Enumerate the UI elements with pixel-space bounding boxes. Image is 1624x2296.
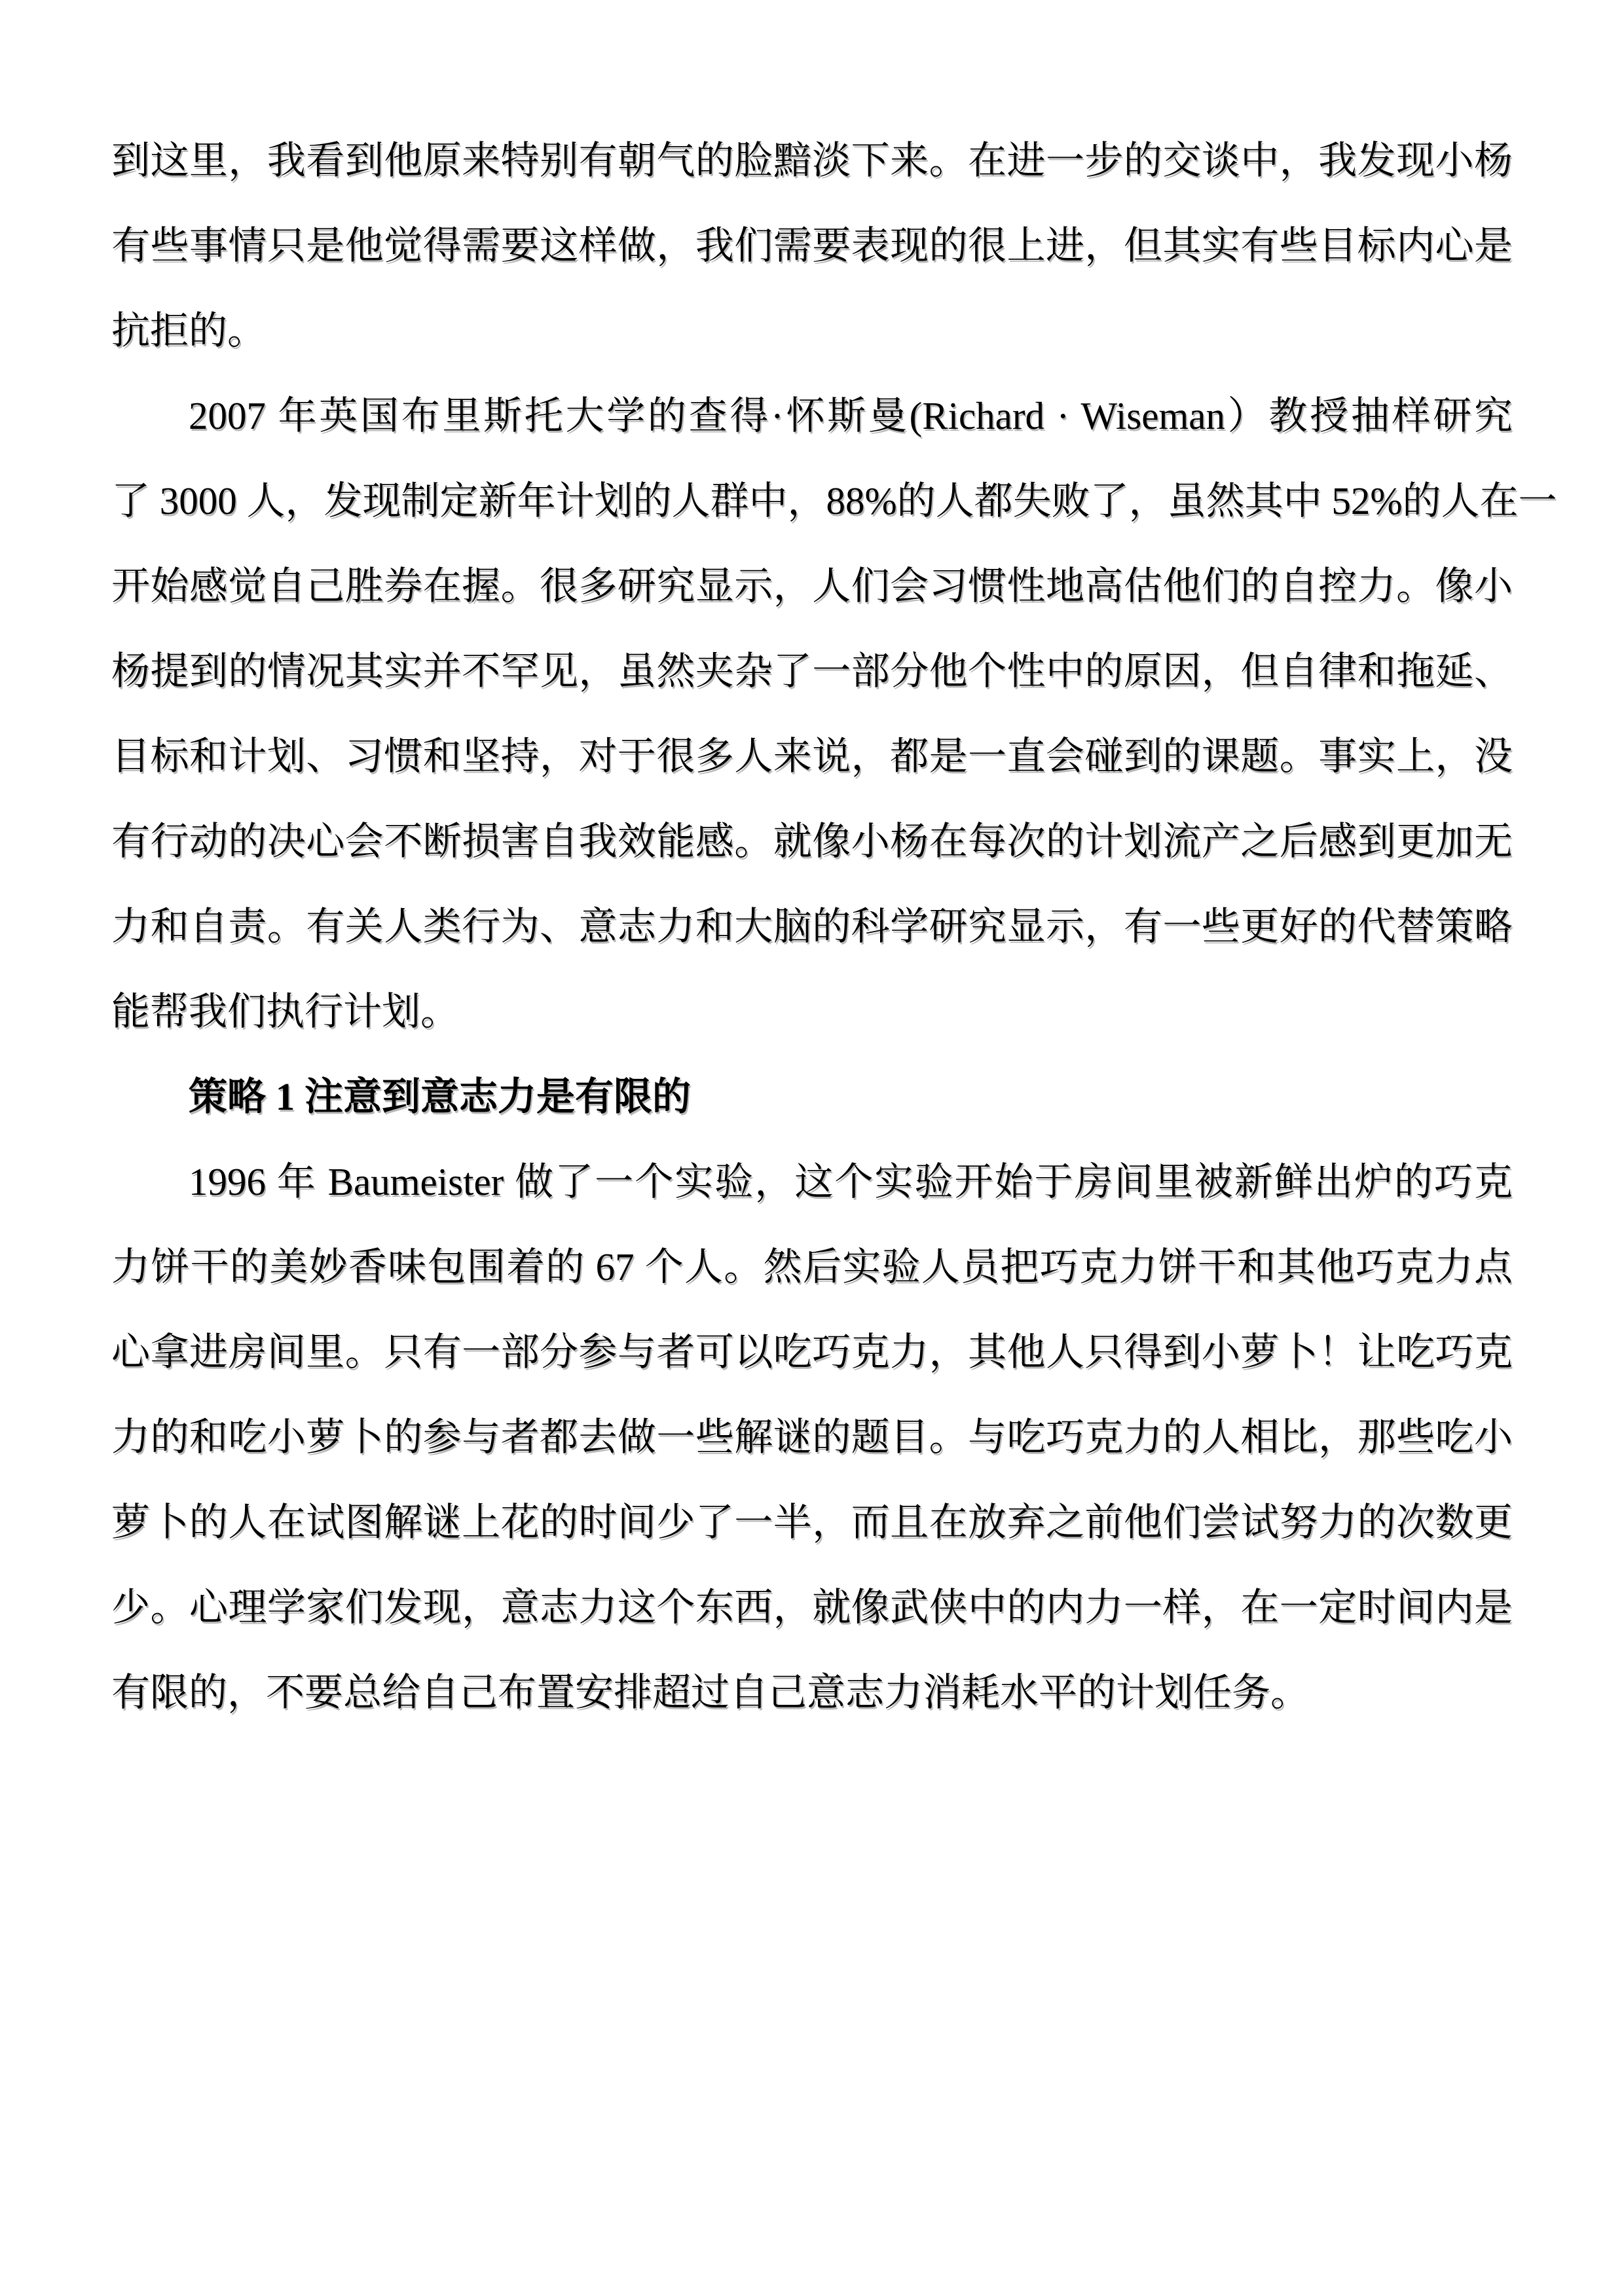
paragraph <box>111 1054 1513 1139</box>
text-line: 到这里，我看到他原来特别有朝气的脸黯淡下来。在进一步的交谈中，我发现小杨 <box>111 139 1513 182</box>
text-line: 心拿进房间里。只有一部分参与者可以吃巧克力，其他人只得到小萝卜！让吃巧克 <box>111 1330 1513 1374</box>
text-line: 2007 年英国布里斯托大学的查得·怀斯曼(Richard · Wiseman）教授抽样研究 <box>189 394 1513 437</box>
text-line: 能帮我们执行计划。 <box>111 990 460 1033</box>
text-line: 有行动的决心会不断损害自我效能感。就像小杨在每次的计划流产之后感到更加无 <box>111 820 1513 863</box>
paragraph <box>111 1139 1513 1735</box>
text-line: 力饼干的美妙香味包围着的 67 个人。然后实验人员把巧克力饼干和其他巧克力点 <box>111 1245 1513 1288</box>
paragraph <box>111 373 1557 1054</box>
text-line: 杨提到的情况其实并不罕见，虽然夹杂了一部分他个性中的原因，但自律和拖延、 <box>111 649 1513 693</box>
text-line: 开始感觉自己胜券在握。很多研究显示，人们会习惯性地高估他们的自控力。像小 <box>111 564 1513 608</box>
document-body <box>111 118 1557 1735</box>
text-line: 目标和计划、习惯和坚持，对于很多人来说，都是一直会碰到的课题。事实上，没 <box>111 735 1513 778</box>
section-heading: 策略 1 注意到意志力是有限的 <box>189 1075 692 1118</box>
text-line: 少。心理学家们发现，意志力这个东西，就像武侠中的内力一样，在一定时间内是 <box>111 1586 1513 1629</box>
text-line: 萝卜的人在试图解谜上花的时间少了一半，而且在放弃之前他们尝试努力的次数更 <box>111 1501 1513 1544</box>
text-line: 有限的，不要总给自己布置安排超过自己意志力消耗水平的计划任务。 <box>111 1671 1310 1714</box>
paragraph <box>111 118 1513 373</box>
text-line: 1996 年 Baumeister 做了一个实验，这个实验开始于房间里被新鲜出炉的巧克 <box>189 1160 1513 1203</box>
text-line: 了 3000 人，发现制定新年计划的人群中，88%的人都失败了，虽然其中 52%的人在一 <box>111 479 1557 522</box>
text-line: 有些事情只是他觉得需要这样做，我们需要表现的很上进，但其实有些目标内心是 <box>111 224 1513 267</box>
text-line: 抗拒的。 <box>111 309 267 352</box>
text-line: 力的和吃小萝卜的参与者都去做一些解谜的题目。与吃巧克力的人相比，那些吃小 <box>111 1415 1513 1459</box>
text-line: 力和自责。有关人类行为、意志力和大脑的科学研究显示，有一些更好的代替策略 <box>111 905 1513 948</box>
